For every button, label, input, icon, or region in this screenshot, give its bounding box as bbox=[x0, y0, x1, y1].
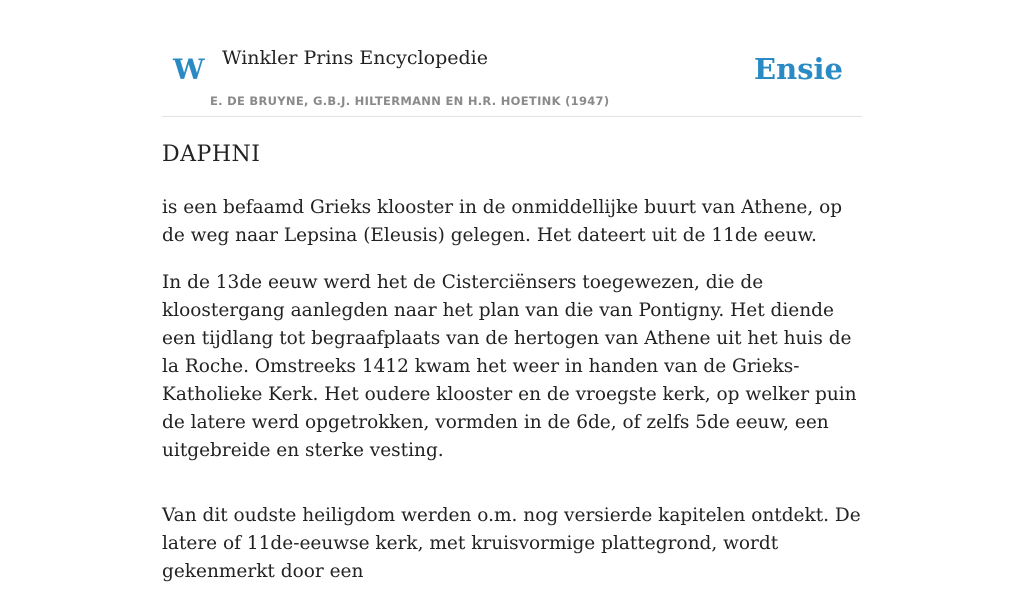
ensie-logo[interactable]: Ensie bbox=[754, 52, 843, 86]
article bbox=[162, 137, 862, 605]
publication-authors: E. DE BRUYNE, G.B.J. HILTERMANN EN H.R. HOETINK (1947) bbox=[210, 94, 610, 108]
publication-title[interactable]: Winkler Prins Encyclopedie bbox=[222, 47, 488, 69]
article-paragraph-1: is een befaamd Grieks klooster in de onmiddellijke buurt van Athene, op de weg naar Lepsina (Eleusis) gelegen. Het dateert uit de 11de eeuw. bbox=[162, 197, 843, 246]
article-title: DAPHNI bbox=[162, 142, 261, 167]
publication-logo[interactable]: W bbox=[173, 53, 205, 86]
site-header bbox=[162, 0, 862, 117]
article-paragraph-2: In de 13de eeuw werd het de Cisterciënsers toegewezen, die de kloostergang aanlegden naar het plan van die van Pontigny. Het diende een tijdlang tot begraafplaats van de hertogen van Athene uit het huis de la Roche. Omstreeks 1412 kwam het weer in handen van de Grieks-Katholieke Kerk. Het oudere klooster en de vroegste kerk, op welker puin de latere werd opgetrokken, vormden in de 6de, of zelfs 5de eeuw, een uitgebreide en sterke vesting. bbox=[162, 272, 857, 461]
article-paragraph-3: Van dit oudste heiligdom werden o.m. nog versierde kapitelen ontdekt. De latere of 11de-eeuwse kerk, met kruisvormige plattegrond, wordt gekenmerkt door een bbox=[162, 505, 861, 582]
